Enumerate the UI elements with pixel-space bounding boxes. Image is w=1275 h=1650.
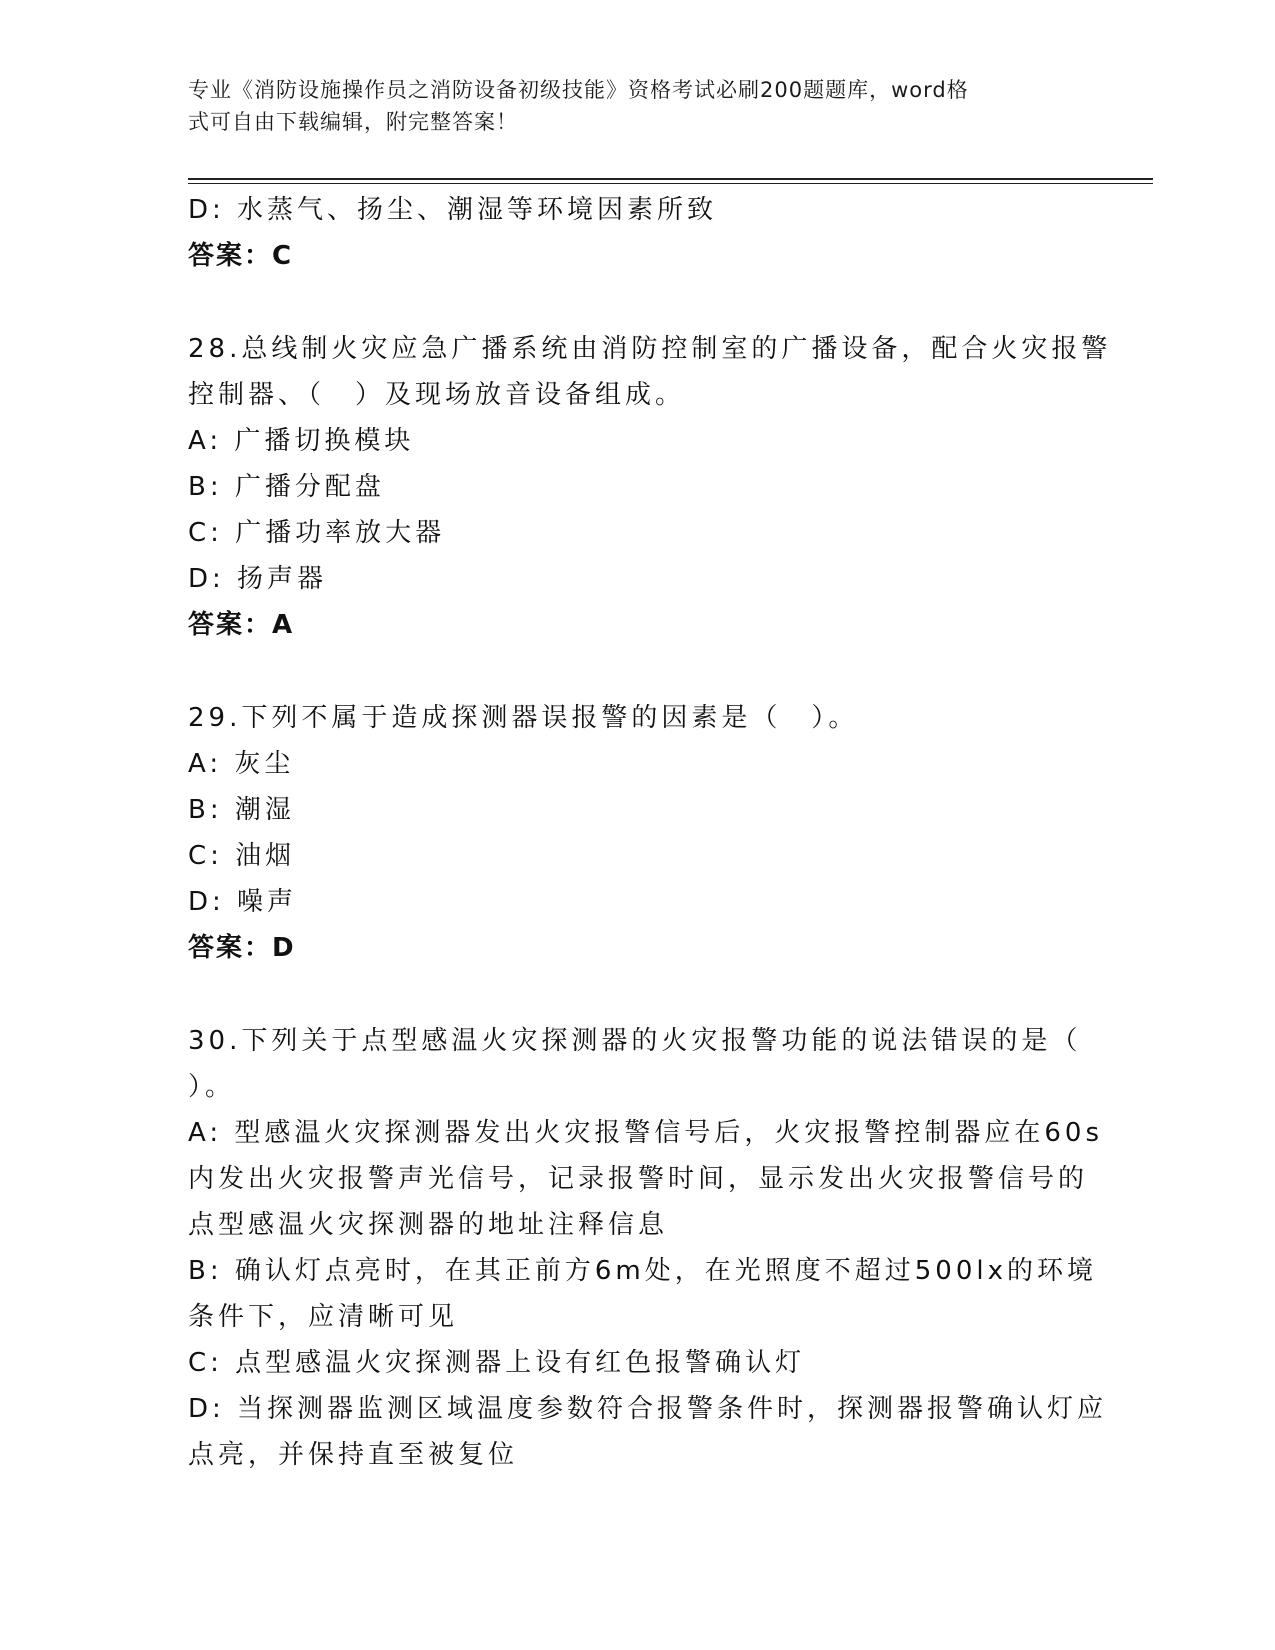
option-b-cont: 条件下，应清晰可见 [188, 1302, 459, 1332]
option-a-cont: 点型感温火灾探测器的地址注释信息 [188, 1210, 669, 1240]
spacer [188, 971, 1068, 1018]
option-c: C: 广播功率放大器 [188, 518, 446, 548]
question-text: 30.下列关于点型感温火灾探测器的火灾报警功能的说法错误的是（ [188, 1026, 1082, 1056]
question-text-cont: ）。 [188, 1072, 236, 1102]
option-a: A: 型感温火灾探测器发出火灾报警信号后，火灾报警控制器应在60s [188, 1118, 1103, 1148]
option-d: D: 水蒸气、扬尘、潮湿等环境因素所致 [188, 195, 718, 225]
header-line-1: 专业《消防设施操作员之消防设备初级技能》资格考试必刷200题题库，word格 [188, 78, 969, 102]
option-a-cont: 内发出火灾报警声光信号，记录报警时间，显示发出火灾报警信号的 [188, 1164, 1089, 1194]
document-header [188, 74, 1068, 138]
option-d: D: 扬声器 [188, 564, 328, 594]
question-29 [188, 695, 1068, 971]
spacer [188, 648, 1068, 695]
header-line-2: 式可自由下载编辑，附完整答案！ [188, 110, 518, 134]
question-text-cont: 控制器、（ ）及现场放音设备组成。 [188, 380, 686, 410]
option-c: C: 点型感温火灾探测器上设有红色报警确认灯 [188, 1348, 806, 1378]
answer: 答案：D [188, 933, 296, 963]
option-a: A: 灰尘 [188, 749, 295, 779]
option-b: B: 潮湿 [188, 795, 295, 825]
header-divider-thick [188, 178, 1153, 180]
question-content [188, 187, 1112, 1478]
question-text: 29.下列不属于造成探测器误报警的因素是（ ）。 [188, 703, 859, 733]
previous-question-tail [188, 187, 1068, 279]
option-b: B: 确认灯点亮时，在其正前方6m处，在光照度不超过500lx的环境 [188, 1256, 1097, 1286]
question-30 [188, 1018, 1108, 1478]
answer: 答案：C [188, 241, 294, 271]
answer: 答案：A [188, 610, 295, 640]
spacer [188, 279, 1068, 326]
option-d: D: 噪声 [188, 887, 298, 917]
option-b: B: 广播分配盘 [188, 472, 385, 502]
header-divider-thin [188, 183, 1153, 184]
option-c: C: 油烟 [188, 841, 296, 871]
option-d-cont: 点亮，并保持直至被复位 [188, 1440, 519, 1470]
option-a: A: 广播切换模块 [188, 426, 415, 456]
question-28 [188, 326, 1112, 648]
question-text: 28.总线制火灾应急广播系统由消防控制室的广播设备，配合火灾报警 [188, 334, 1112, 364]
option-d: D: 当探测器监测区域温度参数符合报警条件时，探测器报警确认灯应 [188, 1394, 1108, 1424]
